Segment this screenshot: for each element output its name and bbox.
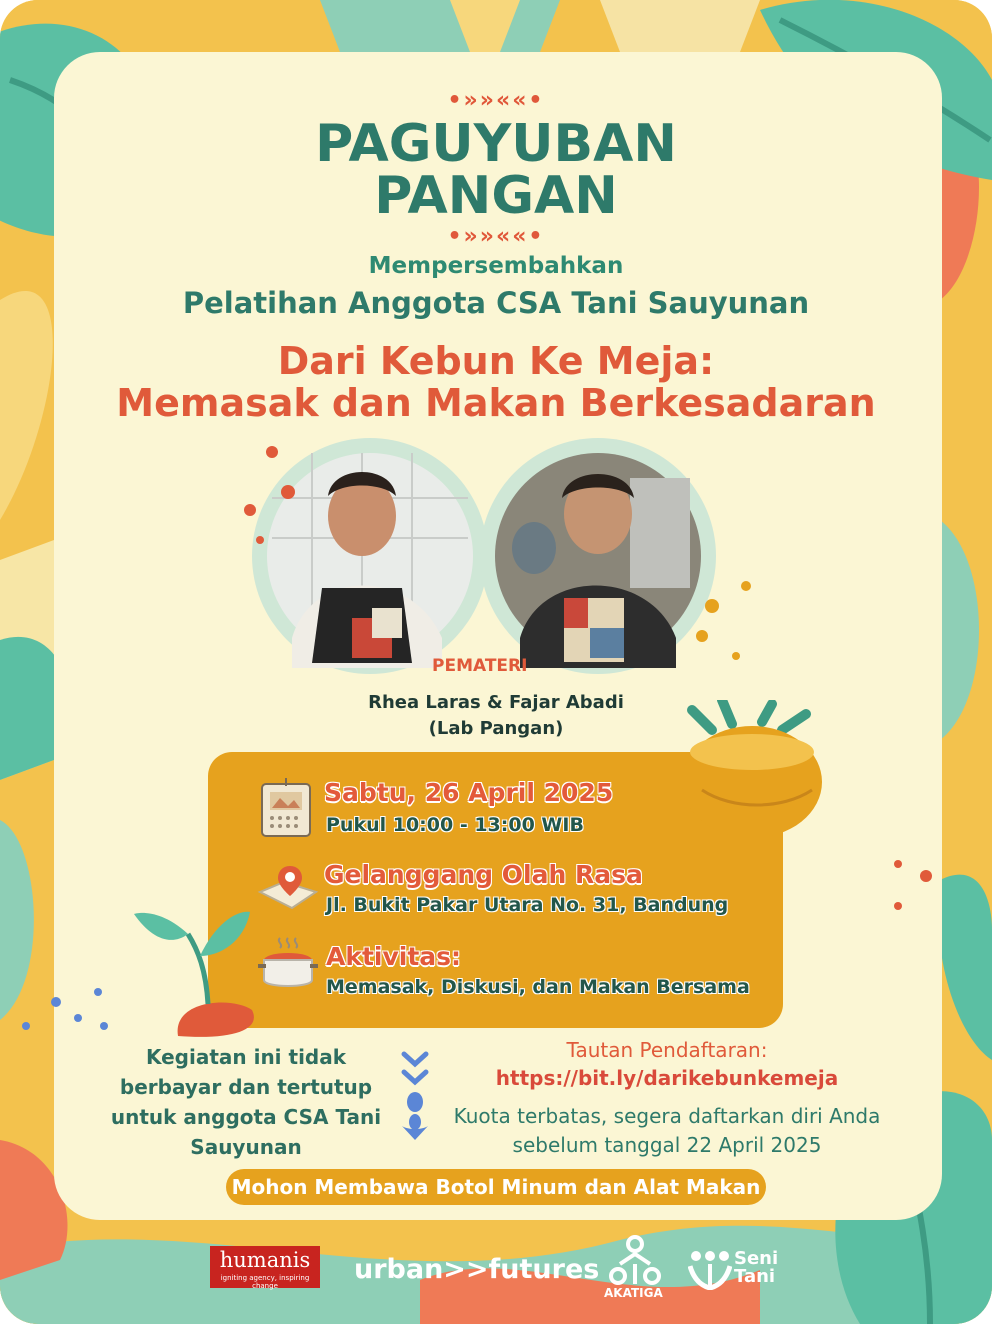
presents-text: Mempersembahkan: [368, 253, 624, 279]
registration-label: Tautan Pendaftaran:: [566, 1038, 768, 1062]
title-line-1: PAGUYUBAN: [315, 114, 677, 174]
speaker-photo-frame-2: [480, 438, 716, 674]
map-pin-icon: [256, 862, 320, 914]
calendar-icon: [258, 776, 314, 840]
urban-futures-logo: urban>>futures: [354, 1254, 600, 1285]
speaker-org: (Lab Pangan): [428, 718, 564, 739]
event-venue: Gelanggang Olah Rasa: [324, 860, 643, 889]
akatiga-logo-text: AKATIGA: [604, 1286, 663, 1300]
sprout-illustration: [132, 900, 262, 1040]
page-title: [0, 114, 992, 226]
speaker-names-line: Rhea Laras & Fajar Abadi: [368, 692, 624, 713]
activity-label: Aktivitas:: [326, 942, 462, 971]
vegetable-basket-illustration: [672, 700, 832, 850]
tani-text: Tani: [734, 1266, 776, 1287]
event-activity: Memasak, Diskusi, dan Makan Bersama: [326, 976, 750, 998]
registration-link[interactable]: https://bit.ly/darikebunkemeja: [495, 1066, 839, 1090]
notice-line-4: Sauyunan: [190, 1135, 302, 1159]
notice-text: [104, 1042, 388, 1162]
decorative-dots-left: [236, 440, 316, 560]
cooking-pot-icon: [258, 934, 318, 994]
speaker-photo-2: [480, 438, 716, 674]
event-address: Jl. Bukit Pakar Utara No. 31, Bandung: [326, 894, 729, 916]
humanis-tagline: igniting agency, inspiring change: [220, 1274, 310, 1290]
quota-line-2: sebelum tanggal 22 April 2025: [512, 1133, 822, 1157]
title-line-2: PANGAN: [374, 166, 618, 226]
seni-tani-logo-text: [734, 1250, 778, 1286]
speaker-label: PEMATERI: [432, 656, 528, 676]
notice-line-2: berbayar dan tertutup: [119, 1075, 373, 1099]
seni-tani-logo-icon: [688, 1250, 732, 1290]
decorative-dots-blue: [16, 988, 116, 1038]
headline-line-2: Memasak dan Makan Berkesadaran: [116, 381, 876, 425]
humanis-logo: [210, 1246, 320, 1288]
event-headline: [0, 340, 992, 424]
notice-line-1: Kegiatan ini tidak: [145, 1045, 347, 1069]
training-title: Pelatihan Anggota CSA Tani Sauyunan: [182, 286, 810, 320]
quota-text: [442, 1102, 892, 1160]
seni-text: Seni: [734, 1248, 779, 1269]
ornament-bottom: •»»««•: [447, 224, 545, 249]
reminder-banner: Mohon Membawa Botol Minum dan Alat Makan: [226, 1169, 766, 1205]
event-time: Pukul 10:00 - 13:00 WIB: [326, 814, 584, 836]
akatiga-logo-icon: [606, 1234, 664, 1288]
event-date: Sabtu, 26 April 2025: [324, 778, 614, 807]
quota-line-1: Kuota terbatas, segera daftarkan diri Anda: [453, 1104, 881, 1128]
decorative-dots-right: [686, 570, 766, 670]
notice-line-3: untuk anggota CSA Tani: [110, 1105, 382, 1129]
humanis-logo-text: humanis: [219, 1248, 311, 1272]
arrow-down-icon: [398, 1046, 432, 1146]
ornament-top: •»»««•: [447, 88, 545, 113]
decorative-dots-coral: [890, 856, 950, 916]
headline-line-1: Dari Kebun Ke Meja:: [277, 339, 715, 383]
